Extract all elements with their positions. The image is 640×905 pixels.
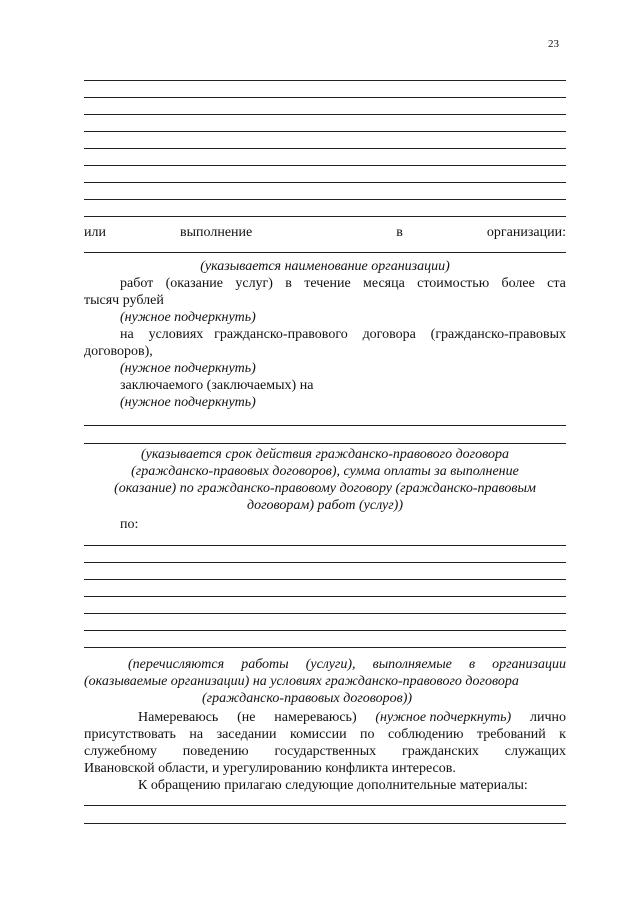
word: течение xyxy=(304,276,351,291)
word: служебному xyxy=(84,744,157,759)
word: к xyxy=(559,727,566,742)
word: ста xyxy=(547,276,566,291)
word: заседании xyxy=(216,727,277,742)
word: государственных xyxy=(274,744,377,759)
word: поведению xyxy=(182,744,249,759)
note-underline: (нужное подчеркнуть) xyxy=(120,361,256,376)
blank-line xyxy=(84,823,566,824)
word: в xyxy=(285,276,292,291)
blank-line xyxy=(84,545,566,546)
word: более xyxy=(501,276,535,291)
blank-line xyxy=(84,425,566,426)
note-underline: (нужное подчеркнуть) xyxy=(120,395,256,410)
word: Намереваюсь xyxy=(138,710,219,725)
word: (не xyxy=(237,710,256,725)
word: по xyxy=(360,727,375,742)
blank-line xyxy=(84,80,566,81)
word: лично xyxy=(529,710,566,725)
word: месяца xyxy=(363,276,405,291)
word: (гражданско-правовых xyxy=(430,327,566,342)
blank-line xyxy=(84,613,566,614)
note-term-line: (оказание) по гражданско-правовому договору (гражданско-правовым xyxy=(114,481,536,496)
word: стоимостью xyxy=(417,276,490,291)
concluded-line: заключаемого (заключаемых) на xyxy=(120,378,314,393)
word: требований xyxy=(476,727,546,742)
blank-line xyxy=(84,97,566,98)
word: в xyxy=(396,225,403,240)
word: работы xyxy=(241,657,289,672)
blank-line xyxy=(84,579,566,580)
note-org: (указывается наименование организации) xyxy=(200,259,450,274)
conditions-line-2: договоров), xyxy=(84,344,153,359)
blank-line xyxy=(84,131,566,132)
word: выполнение xyxy=(180,225,253,240)
word: на xyxy=(120,327,134,342)
word: гражданско-правового xyxy=(214,327,348,342)
word: организации: xyxy=(486,225,566,240)
attach-line: К обращению прилагаю следующие дополнительные материалы: xyxy=(138,778,528,793)
word: (нужное подчеркнуть) xyxy=(375,710,512,725)
word: выполняемые xyxy=(372,657,452,672)
blank-line xyxy=(84,252,566,253)
word: комиссии xyxy=(290,727,347,742)
word: работ xyxy=(120,276,154,291)
po-label: по: xyxy=(120,517,139,532)
word: условиях xyxy=(148,327,204,342)
word: присутствовать xyxy=(84,727,176,742)
works-line xyxy=(120,275,566,292)
blank-line xyxy=(84,165,566,166)
blank-line xyxy=(84,199,566,200)
word: договора xyxy=(362,327,416,342)
note-term-line: (гражданско-правовых договоров), сумма оплаты за выполнение xyxy=(131,464,519,479)
word: служащих xyxy=(504,744,566,759)
word: услуг) xyxy=(235,276,273,291)
word: (оказание xyxy=(165,276,224,291)
blank-line xyxy=(84,596,566,597)
blank-line xyxy=(84,148,566,149)
blank-line xyxy=(84,805,566,806)
works-line-2: тысяч рублей xyxy=(84,293,164,308)
word: гражданских xyxy=(401,744,479,759)
conditions-line xyxy=(120,326,566,343)
note-underline: (нужное подчеркнуть) xyxy=(120,310,256,325)
blank-line xyxy=(84,216,566,217)
note-term-line: (указывается срок действия гражданско-правового договора xyxy=(140,447,510,462)
note-term-line: договорам) работ (услуг)) xyxy=(246,498,403,513)
note-works-line-2: (оказываемые организации) на условиях гражданско-правового договора xyxy=(84,674,519,689)
blank-line xyxy=(84,443,566,444)
word: намереваюсь) xyxy=(274,710,357,725)
word: (перечисляются xyxy=(128,657,225,672)
word: на xyxy=(189,727,204,742)
intend-line xyxy=(84,726,566,743)
blank-line xyxy=(84,182,566,183)
blank-line xyxy=(84,562,566,563)
word: организации xyxy=(492,657,566,672)
blank-line xyxy=(84,630,566,631)
word: (услуги), xyxy=(305,657,356,672)
intend-line xyxy=(84,743,566,760)
blank-line xyxy=(84,647,566,648)
intend-line-4: Ивановской области, и урегулированию конфликта интересов. xyxy=(84,761,456,776)
note-works-line xyxy=(128,656,566,673)
word: соблюдению xyxy=(388,727,464,742)
page-number: 23 xyxy=(548,38,559,50)
intend-line xyxy=(138,709,566,726)
note-works-line-3: (гражданско-правовых договоров)) xyxy=(202,691,413,706)
word: в xyxy=(468,657,476,672)
word: или xyxy=(84,225,106,240)
blank-line xyxy=(84,114,566,115)
line-ili xyxy=(84,224,566,241)
